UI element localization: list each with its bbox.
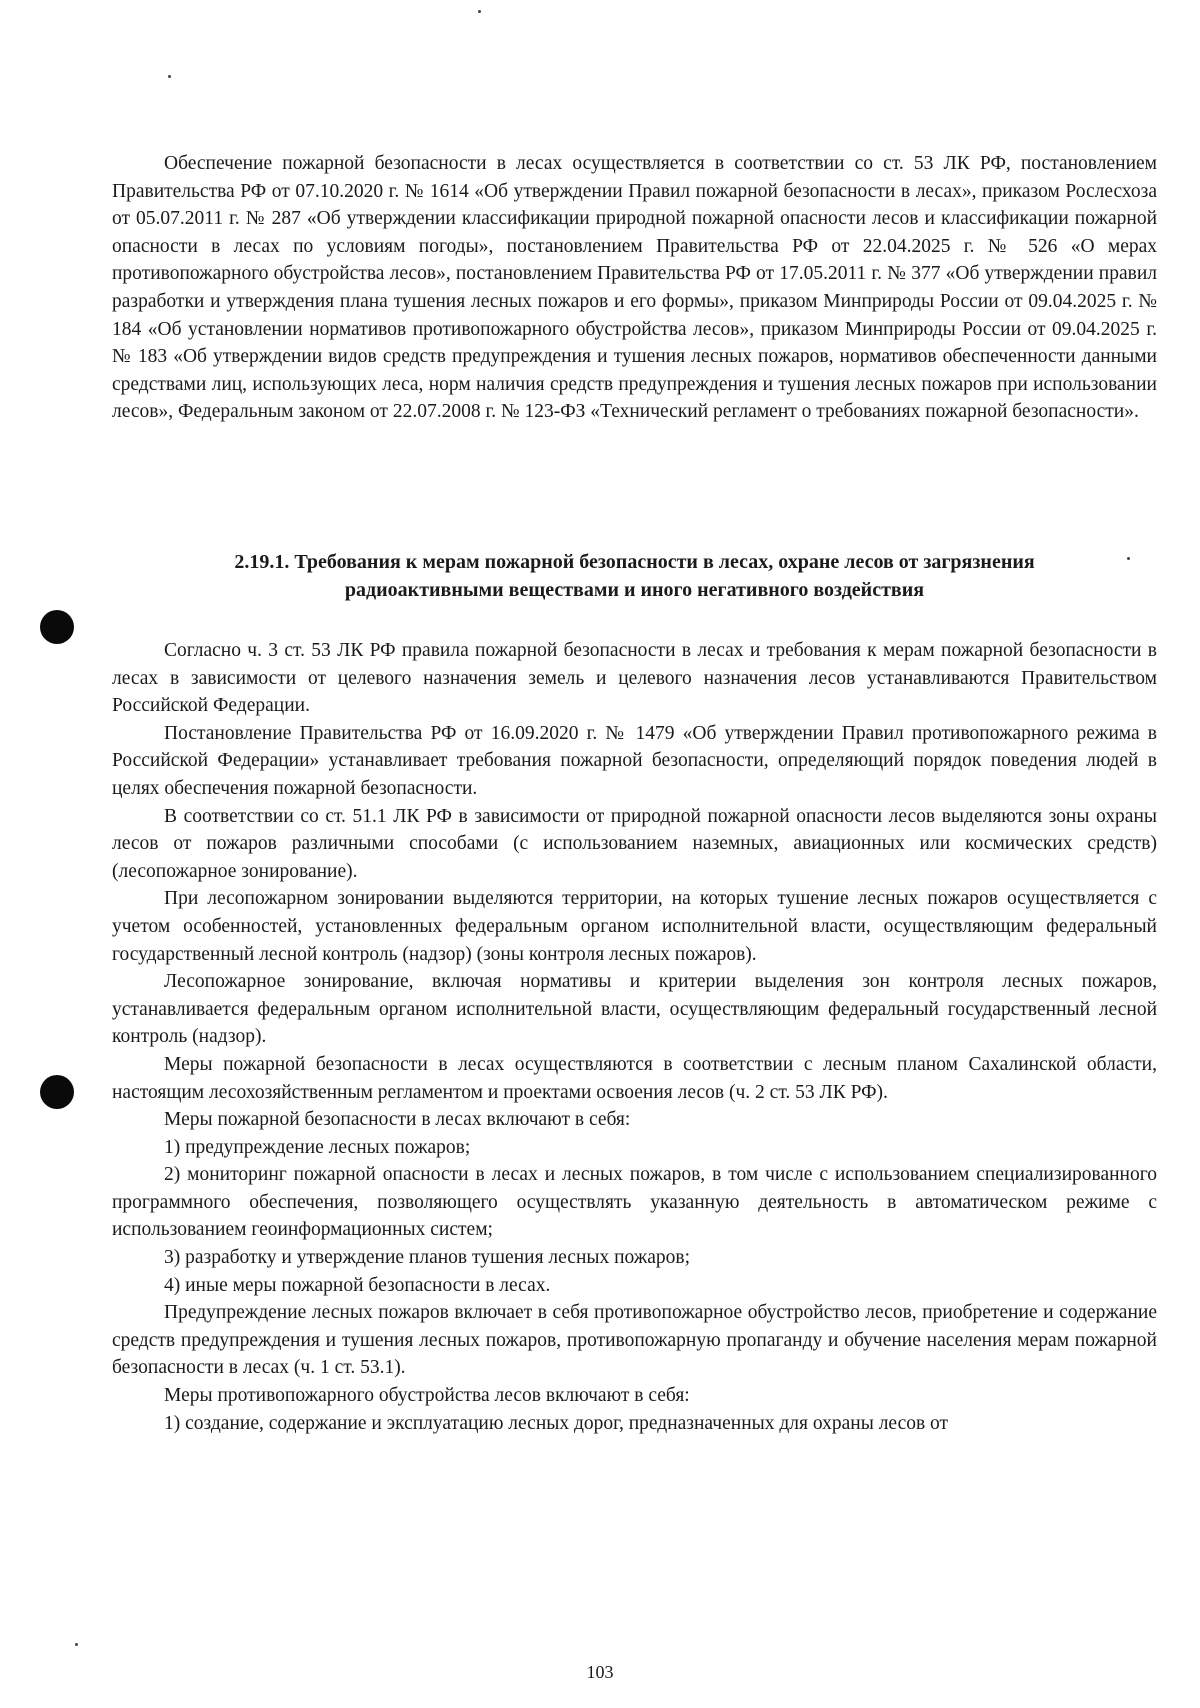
paragraph: Меры пожарной безопасности в лесах осуществляются в соответствии с лесным планом Сахалинской области, настоящим лесохозяйственным регламентом и проектами освоения лесов (ч. 2 ст. 53 ЛК РФ).: [112, 1053, 1157, 1103]
punch-hole: [40, 1075, 74, 1109]
list-item: 4) иные меры пожарной безопасности в лесах.: [164, 1274, 551, 1296]
paragraph: Лесопожарное зонирование, включая нормативы и критерии выделения зон контроля лесных пожаров, устанавливается федеральным органом исполнительной власти, осуществляющим федеральный государственный лесной контроль (надзор).: [112, 971, 1157, 1048]
paragraph: Согласно ч. 3 ст. 53 ЛК РФ правила пожарной безопасности в лесах и требования к мерам пожарной безопасности в лесах в зависимости от целевого назначения земель и целевого назначения лесов устанавливаются Правительством Российской Федерации.: [112, 640, 1157, 717]
intro-paragraph: Обеспечение пожарной безопасности в лесах осуществляется в соответствии со ст. 53 ЛК РФ, постановлением Правительства РФ от 07.10.2020 г. № 1614 «Об утверждении Правил пожарной безопасности в лесах», приказом Рослесхоза от 05.07.2011 г. № 287 «Об утверждении классификации природной пожарной опасности лесов и классификации пожарной опасности в лесах по условиям погоды», постановлением Правительства РФ от 22.04.2025 г. № 526 «О мерах противопожарного обустройства лесов», постановлением Правительства РФ от 17.05.2011 г. № 377 «Об утверждении правил разработки и утверждения плана тушения лесных пожаров и его формы», приказом Минприроды России от 09.04.2025 г. № 184 «Об установлении нормативов противопожарного обустройства лесов», приказом Минприроды России от 09.04.2025 г. № 183 «Об утверждении видов средств предупреждения и тушения лесных пожаров, нормативов обеспеченности данными средствами лиц, использующих леса, норм наличия средств предупреждения и тушения лесных пожаров при использовании лесов», Федеральным законом от 22.07.2008 г. № 123-ФЗ «Технический регламент о требованиях пожарной безопасности».: [112, 153, 1157, 423]
paragraph: В соответствии со ст. 51.1 ЛК РФ в зависимости от природной пожарной опасности лесов выделяются зоны охраны лесов от пожаров различными способами (с использованием наземных, авиационных или космических средств) (лесопожарное зонирование).: [112, 805, 1157, 882]
list-item: 2) мониторинг пожарной опасности в лесах и лесных пожаров, в том числе с использованием специализированного программного обеспечения, позволяющего осуществлять указанную деятельность в автоматическом режиме с использованием геоинформационных систем;: [112, 1164, 1157, 1241]
paragraph: Меры пожарной безопасности в лесах включают в себя:: [164, 1109, 631, 1131]
list-item: 1) создание, содержание и эксплуатацию лесных дорог, предназначенных для охраны лесов от: [164, 1412, 949, 1434]
paragraph: Предупреждение лесных пожаров включает в себя противопожарное обустройство лесов, приобретение и содержание средств предупреждения и тушения лесных пожаров, противопожарную пропаганду и обучение населения мерам пожарной безопасности в лесах (ч. 1 ст. 53.1).: [112, 1302, 1157, 1379]
paragraph: При лесопожарном зонировании выделяются территории, на которых тушение лесных пожаров осуществляется с учетом особенностей, установленных федеральным органом исполнительной власти, осуществляющим федеральный государственный лесной контроль (надзор) (зоны контроля лесных пожаров).: [112, 888, 1157, 965]
section-heading-line-1: 2.19.1. Требования к мерам пожарной безопасности в лесах, охране лесов от загрязнения: [234, 551, 1035, 573]
scan-speck: [478, 10, 481, 13]
paragraph: Меры противопожарного обустройства лесов включают в себя:: [164, 1385, 690, 1407]
page-number: 103: [586, 1662, 614, 1682]
scan-speck: [168, 75, 171, 78]
section-body: [112, 637, 1157, 1437]
list-item: 1) предупреждение лесных пожаров;: [164, 1136, 471, 1158]
section-heading: [112, 548, 1157, 604]
punch-hole: [40, 610, 74, 644]
list-item: 3) разработку и утверждение планов тушения лесных пожаров;: [164, 1247, 691, 1269]
scan-speck: [75, 1643, 78, 1646]
section-heading-line-2: радиоактивными веществами и иного негативного воздействия: [344, 579, 925, 601]
paragraph: Постановление Правительства РФ от 16.09.2020 г. № 1479 «Об утверждении Правил противопожарного режима в Российской Федерации» устанавливает требования пожарной безопасности, определяющий порядок поведения людей в целях обеспечения пожарной безопасности.: [112, 722, 1157, 799]
intro-section: [112, 150, 1157, 426]
